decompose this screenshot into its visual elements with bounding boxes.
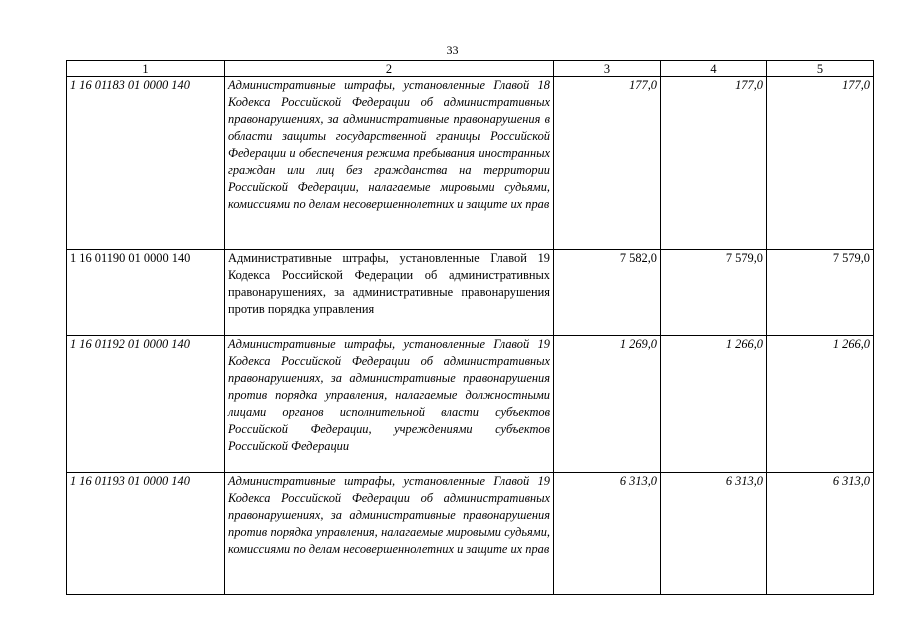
row-value-col5: 7 579,0 [767, 250, 874, 336]
row-code: 1 16 01183 01 0000 140 [67, 77, 225, 250]
budget-table [66, 60, 874, 595]
table-row [67, 336, 874, 473]
row-description: Административные штрафы, установленные Главой 19 Кодекса Российской Федерации об административных правонарушениях, за административные правонарушения против порядка управления [225, 250, 554, 336]
header-cell-4: 4 [661, 61, 767, 77]
row-code: 1 16 01192 01 0000 140 [67, 336, 225, 473]
row-value-col3: 6 313,0 [554, 473, 661, 595]
row-value-col4: 1 266,0 [661, 336, 767, 473]
header-cell-3: 3 [554, 61, 661, 77]
row-value-col4: 7 579,0 [661, 250, 767, 336]
row-value-col4: 6 313,0 [661, 473, 767, 595]
row-description: Административные штрафы, установленные Главой 19 Кодекса Российской Федерации об административных правонарушениях, за административные правонарушения против порядка управления, налагаемые мировыми судьями, комиссиями по делам несовершеннолетних и защите их прав [225, 473, 554, 595]
row-value-col5: 1 266,0 [767, 336, 874, 473]
row-description: Административные штрафы, установленные Главой 18 Кодекса Российской Федерации об административных правонарушениях, за административные правонарушения в области защиты государственной границы Российской Федерации и обеспечения режима пребывания иностранных граждан или лиц без гражданства на территории Российской Федерации, налагаемые мировыми судьями, комиссиями по делам несовершеннолетних и защите их прав [225, 77, 554, 250]
row-value-col5: 177,0 [767, 77, 874, 250]
header-cell-2: 2 [225, 61, 554, 77]
row-value-col5: 6 313,0 [767, 473, 874, 595]
row-code: 1 16 01193 01 0000 140 [67, 473, 225, 595]
table-row [67, 77, 874, 250]
table-row [67, 250, 874, 336]
header-cell-5: 5 [767, 61, 874, 77]
row-value-col3: 7 582,0 [554, 250, 661, 336]
row-value-col3: 1 269,0 [554, 336, 661, 473]
page-number: 33 [446, 43, 459, 57]
table-header-row [67, 61, 874, 77]
row-description: Административные штрафы, установленные Главой 19 Кодекса Российской Федерации об административных правонарушениях, за административные правонарушения против порядка управления, налагаемые должностными лицами органов исполнительной власти субъектов Российской Федерации, учреждениями субъектов Российской Федерации [225, 336, 554, 473]
row-value-col3: 177,0 [554, 77, 661, 250]
table-row [67, 473, 874, 595]
header-cell-1: 1 [67, 61, 225, 77]
row-code: 1 16 01190 01 0000 140 [67, 250, 225, 336]
row-value-col4: 177,0 [661, 77, 767, 250]
